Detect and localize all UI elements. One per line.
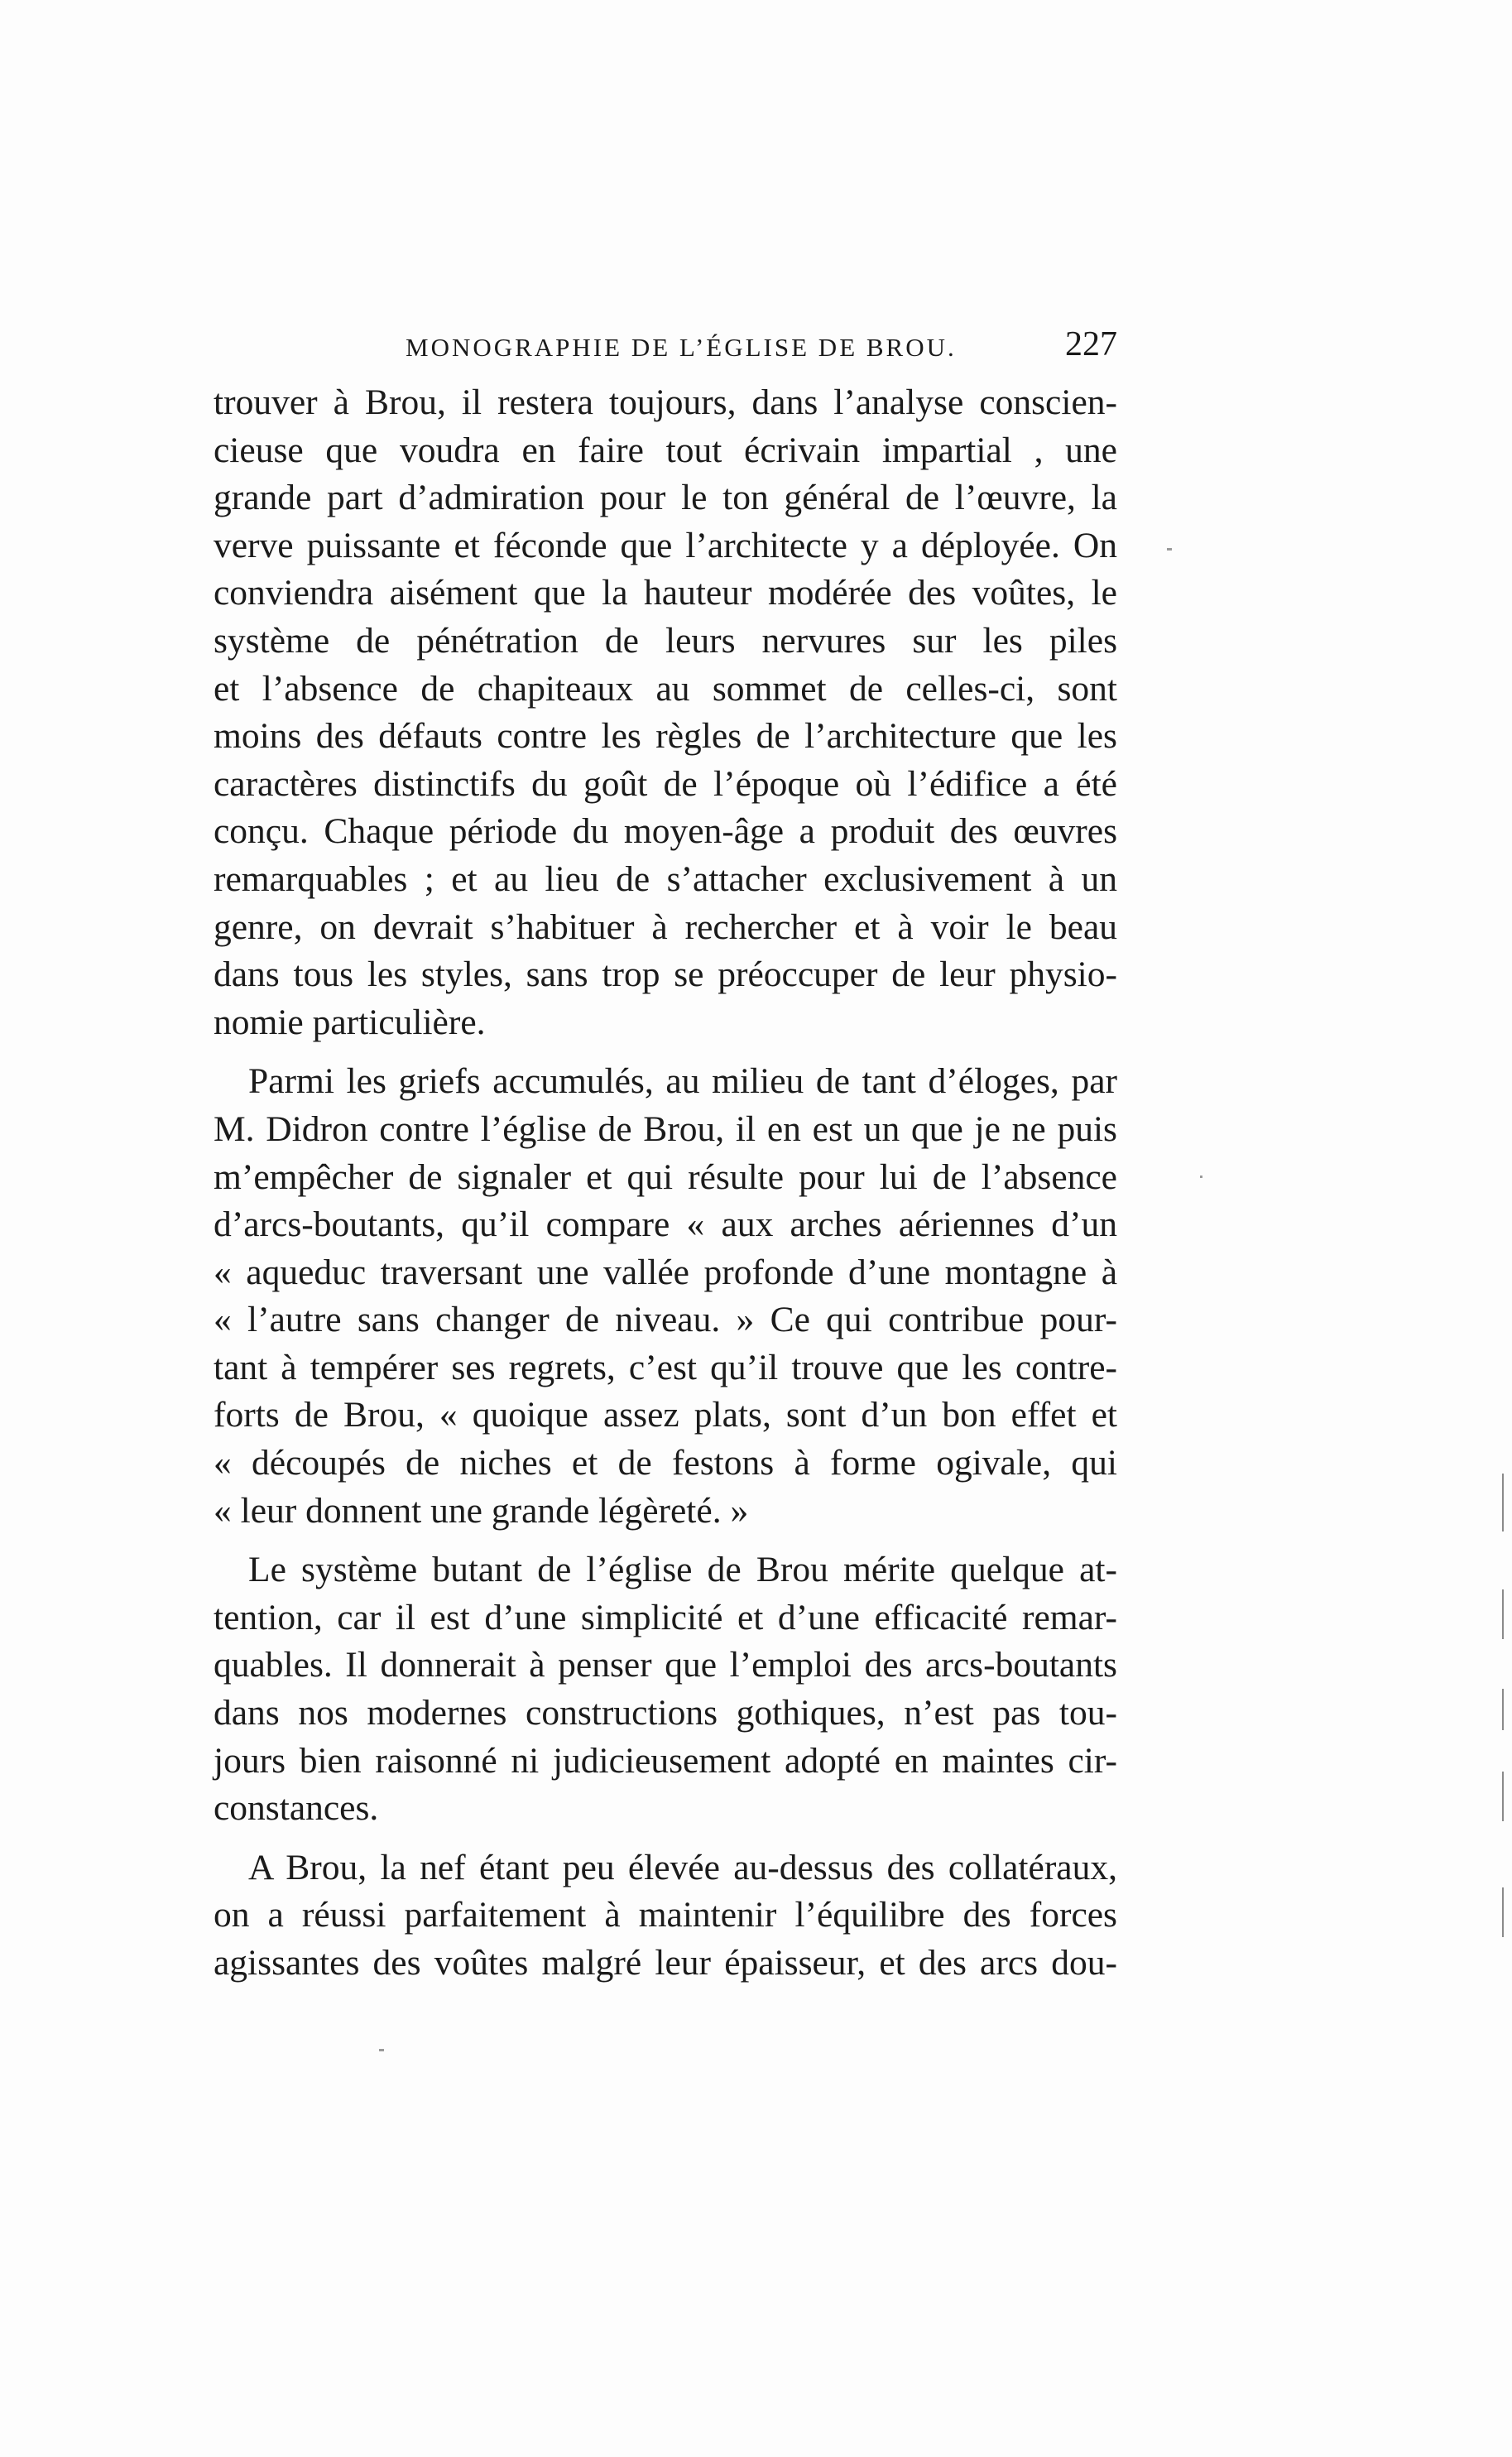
text-line: M. Didron contre l’église de Brou, il en est un que je ne puis [214, 1108, 1117, 1149]
text-line: verve puissante et féconde que l’architecte y a déployée. On [214, 525, 1117, 565]
scan-mark [1502, 1887, 1504, 1937]
paragraph [214, 1546, 1117, 1833]
paragraph [214, 1844, 1117, 1988]
text-line: Parmi les griefs accumulés, au milieu de tant d’éloges, par [248, 1061, 1117, 1102]
running-title: MONOGRAPHIE DE L’ÉGLISE DE BROU. [406, 333, 957, 362]
text-line: tention, car il est d’une simplicité et d’une efficacité remar- [214, 1597, 1117, 1637]
text-line: nomie particulière. [214, 1002, 486, 1042]
text-line: « découpés de niches et de festons à forme ogivale, qui [214, 1443, 1117, 1483]
text-line: jours bien raisonné ni judicieusement adopté en maintes cir- [214, 1740, 1117, 1781]
text-line: genre, on devrait s’habituer à rechercher et à voir le beau [214, 906, 1117, 947]
text-line: forts de Brou, « quoique assez plats, sont d’un bon effet et [214, 1395, 1117, 1435]
scan-speck [1167, 548, 1172, 551]
text-line: d’arcs-boutants, qu’il compare « aux arches aériennes d’un [214, 1204, 1117, 1245]
scan-mark [1502, 1689, 1504, 1730]
text-line: système de pénétration de leurs nervures sur les piles [214, 620, 1117, 661]
text-line: constances. [214, 1788, 379, 1829]
text-line: quables. Il donnerait à penser que l’emploi des arcs-boutants [214, 1645, 1117, 1685]
text-line: moins des défauts contre les règles de l’architecture que les [214, 716, 1117, 757]
text-line: tant à tempérer ses regrets, c’est qu’il trouve que les contre- [214, 1347, 1117, 1387]
text-line: grande part d’admiration pour le ton général de l’œuvre, la [214, 478, 1117, 518]
text-line: « aqueduc traversant une vallée profonde d’une montagne à [214, 1252, 1117, 1292]
scan-mark [1502, 1589, 1504, 1639]
text-line: A Brou, la nef étant peu élevée au-dessus des collatéraux, [248, 1847, 1117, 1887]
text-line: on a réussi parfaitement à maintenir l’équilibre des forces [214, 1895, 1117, 1935]
text-line: dans nos modernes constructions gothiques, n’est pas tou- [214, 1693, 1117, 1733]
text-line: « l’autre sans changer de niveau. » Ce qui contribue pour- [214, 1300, 1117, 1340]
scan-mark [1502, 1772, 1504, 1821]
text-line: caractères distinctifs du goût de l’époque où l’édifice a été [214, 763, 1117, 804]
scan-speck [1200, 1176, 1202, 1178]
scan-speck [379, 2049, 384, 2051]
paragraph [214, 1058, 1117, 1535]
text-line: dans tous les styles, sans trop se préoccuper de leur physio- [214, 954, 1117, 995]
text-line: m’empêcher de signaler et qui résulte pour lui de l’absence [214, 1156, 1117, 1197]
text-line: remarquables ; et au lieu de s’attacher exclusivement à un [214, 858, 1117, 899]
text-line: agissantes des voûtes malgré leur épaisseur, et des arcs dou- [214, 1943, 1117, 1983]
text-line: Le système butant de l’église de Brou mérite quelque at- [248, 1550, 1117, 1590]
text-line: conçu. Chaque période du moyen-âge a produit des œuvres [214, 811, 1117, 852]
page-header [214, 325, 1117, 371]
body-text [214, 379, 1117, 1988]
page-number: 227 [1065, 325, 1117, 363]
scan-mark [1502, 1474, 1504, 1531]
paragraph [214, 379, 1117, 1046]
text-line: et l’absence de chapiteaux au sommet de celles-ci, sont [214, 668, 1117, 709]
text-line: cieuse que voudra en faire tout écrivain impartial , une [214, 430, 1117, 470]
text-line: conviendra aisément que la hauteur modérée des voûtes, le [214, 573, 1117, 613]
text-line: « leur donnent une grande légèreté. » [214, 1490, 749, 1531]
text-line: trouver à Brou, il restera toujours, dans l’analyse conscien- [214, 382, 1117, 422]
